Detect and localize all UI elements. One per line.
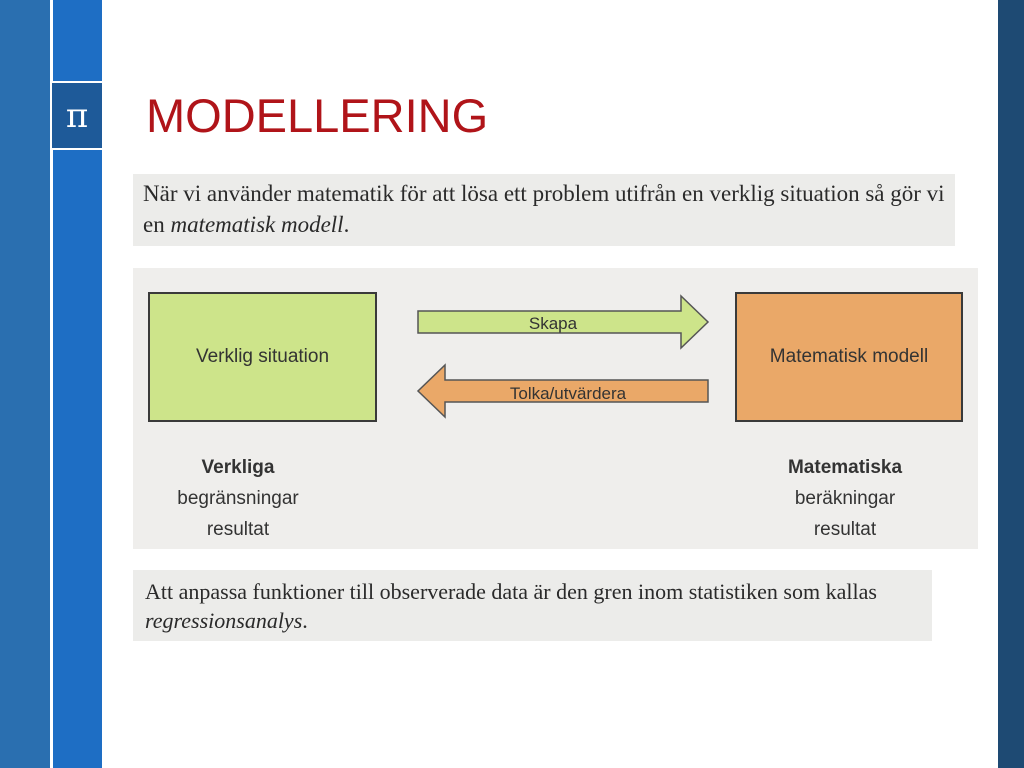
intro-emphasis: matematisk modell (170, 212, 344, 237)
outro-text: Att anpassa funktioner till observerade data är den gren inom statistiken som kallas (145, 579, 877, 604)
real-caption-line1: begränsningar (177, 488, 299, 509)
modelling-diagram (133, 268, 978, 549)
pi-logo (52, 81, 102, 150)
left-band (0, 0, 50, 768)
real-caption (148, 452, 328, 545)
math-caption (745, 452, 945, 545)
pi-symbol: π (65, 95, 89, 136)
real-caption-head: Verkliga (201, 457, 275, 478)
intro-textbox (133, 174, 955, 246)
slide-title: MODELLERING (146, 89, 489, 142)
outro-textbox (133, 570, 932, 641)
create-arrow-label: Skapa (528, 314, 578, 333)
right-band (998, 0, 1024, 768)
math-caption-head: Matematiska (787, 457, 903, 478)
interpret-arrow-label: Tolka/utvärdera (509, 384, 627, 403)
intro-text: När vi använder matematik för att lösa ett problem utifrån en verklig situation så gör vi en (143, 181, 945, 237)
math-model-label: Matematisk modell (769, 346, 929, 367)
outro-emphasis: regressionsanalys (145, 608, 303, 633)
math-caption-line1: beräkningar (794, 488, 896, 509)
outro-period: . (302, 608, 308, 633)
real-caption-line2: resultat (206, 519, 270, 540)
real-situation-label: Verklig situation (195, 346, 330, 367)
intro-period: . (343, 212, 350, 237)
math-caption-line2: resultat (813, 519, 877, 540)
